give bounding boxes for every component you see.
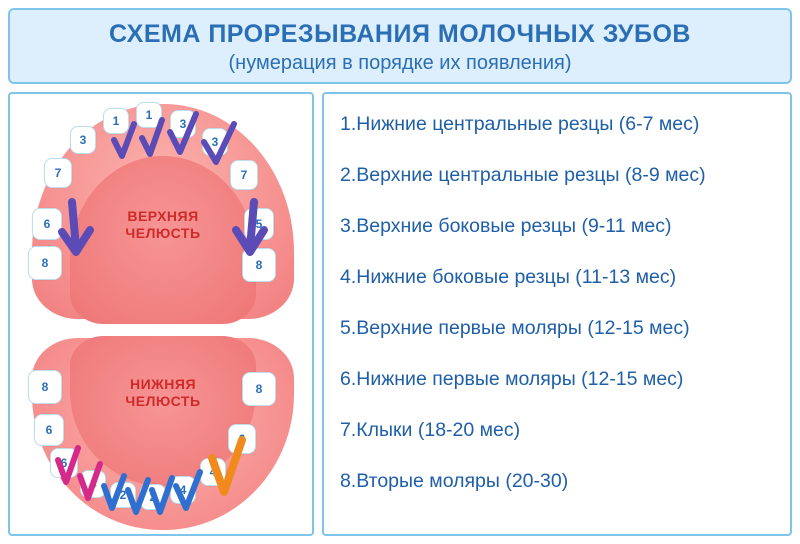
page-subtitle: (нумерация в порядке их появления) xyxy=(228,52,572,74)
tooth-number: 5 xyxy=(255,217,263,231)
tooth-number: 1 xyxy=(112,114,120,128)
tooth-lower-1 xyxy=(34,414,64,446)
list-item: 5.Верхние первые моляры (12-15 мес) xyxy=(340,317,690,339)
tooth-upper-0 xyxy=(28,246,62,280)
tooth-number: 4 xyxy=(179,483,187,497)
tooth-upper-9 xyxy=(244,208,274,240)
tooth-number: 8 xyxy=(41,256,49,270)
tooth-number: 7 xyxy=(54,166,62,180)
tooth-number: 8 xyxy=(41,380,49,394)
tooth-number: 3 xyxy=(179,117,187,131)
tooth-lower-9 xyxy=(242,372,276,406)
tooth-upper-7 xyxy=(202,128,228,156)
tooth-upper-2 xyxy=(44,158,72,188)
eruption-order-list xyxy=(322,92,792,536)
tooth-number: 3 xyxy=(211,135,219,149)
upper-jaw-label xyxy=(70,208,256,242)
list-item: 6.Нижние первые моляры (12-15 мес) xyxy=(340,368,684,390)
tooth-lower-8 xyxy=(228,424,256,454)
list-item: 1.Нижние центральные резцы (6-7 мес) xyxy=(340,113,700,135)
list-item: 8.Вторые моляры (20-30) xyxy=(340,470,569,492)
tooth-number: 8 xyxy=(255,258,263,272)
tooth-number: 6 xyxy=(43,217,51,231)
tooth-upper-4 xyxy=(103,108,129,134)
tooth-number: 4 xyxy=(89,477,97,491)
tooth-number: 6 xyxy=(238,432,246,446)
list-item: 2.Верхние центральные резцы (8-9 мес) xyxy=(340,164,706,186)
tooth-lower-4 xyxy=(110,482,136,508)
tooth-lower-2 xyxy=(50,448,78,478)
upper-jaw-label-line2: ЧЕЛЮСТЬ xyxy=(125,225,201,241)
tooth-upper-3 xyxy=(70,126,96,154)
tooth-number: 8 xyxy=(255,382,263,396)
tooth-number: 1 xyxy=(145,108,153,122)
header-banner xyxy=(8,8,792,84)
tooth-number: 2 xyxy=(119,488,127,502)
upper-jaw-diagram xyxy=(18,98,308,320)
tooth-upper-1 xyxy=(32,208,62,240)
lower-jaw-label-line1: НИЖНЯЯ xyxy=(129,376,197,392)
jaw-diagram-panel xyxy=(8,92,314,536)
tooth-lower-0 xyxy=(28,370,62,404)
tooth-upper-5 xyxy=(136,102,162,128)
tooth-upper-8 xyxy=(230,160,258,190)
list-item: 4.Нижние боковые резцы (11-13 мес) xyxy=(340,266,677,288)
tooth-number: 6 xyxy=(60,456,68,470)
tooth-number: 2 xyxy=(149,490,157,504)
lower-jaw-label-line2: ЧЕЛЮСТЬ xyxy=(125,393,201,409)
tooth-number: 4 xyxy=(209,465,217,479)
tooth-number: 6 xyxy=(45,423,53,437)
page-title: СХЕМА ПРОРЕЗЫВАНИЯ МОЛОЧНЫХ ЗУБОВ xyxy=(109,20,691,48)
list-item: 7.Клыки (18-20 мес) xyxy=(340,419,521,441)
lower-jaw-label xyxy=(70,376,256,410)
upper-jaw-label-line1: ВЕРХНЯЯ xyxy=(127,208,199,224)
list-item: 3.Верхние боковые резцы (9-11 мес) xyxy=(340,215,672,237)
tooth-lower-6 xyxy=(170,476,196,504)
tooth-number: 3 xyxy=(79,133,87,147)
tooth-lower-3 xyxy=(80,470,106,498)
tooth-number: 7 xyxy=(240,168,248,182)
tooth-lower-5 xyxy=(140,484,166,510)
tooth-upper-6 xyxy=(170,110,196,138)
tooth-lower-7 xyxy=(200,458,226,486)
tooth-upper-10 xyxy=(242,248,276,282)
lower-jaw-diagram xyxy=(18,336,308,526)
